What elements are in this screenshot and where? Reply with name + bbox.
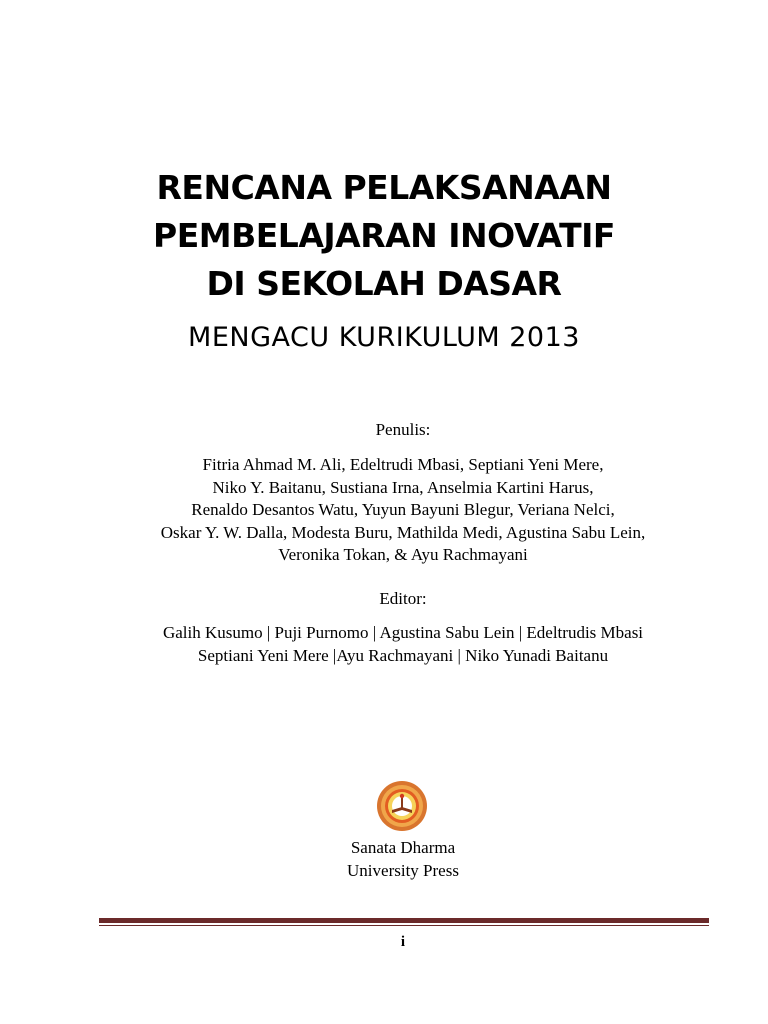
university-seal-icon [376, 780, 428, 832]
editor-line: Septiani Yeni Mere |Ayu Rachmayani | Niko Yunadi Baitanu [197, 646, 609, 665]
footer-rule-thin [99, 925, 709, 926]
authors-label: Penulis: [375, 420, 431, 439]
author-line: Veronika Tokan, & Ayu Rachmayani [278, 545, 528, 564]
title-line-1: RENCANA PELAKSANAAN [156, 168, 612, 207]
page-number: i [400, 934, 406, 950]
editors-label: Editor: [379, 589, 427, 608]
editor-line: Galih Kusumo | Puji Purnomo | Agustina Sabu Lein | Edeltrudis Mbasi [162, 623, 644, 642]
publisher-name [0, 836, 768, 882]
title-line-3: DI SEKOLAH DASAR [206, 264, 562, 303]
subtitle: MENGACU KURIKULUM 2013 [188, 322, 580, 353]
title-line-2: PEMBELAJARAN INOVATIF [153, 216, 615, 255]
authors-list [0, 454, 768, 567]
footer-rule [99, 918, 709, 923]
author-line: Oskar Y. W. Dalla, Modesta Buru, Mathilda Medi, Agustina Sabu Lein, [160, 522, 646, 542]
title-block [0, 164, 768, 308]
author-line: Fitria Ahmad M. Ali, Edeltrudi Mbasi, Septiani Yeni Mere, [202, 455, 604, 474]
publisher-line: Sanata Dharma [350, 838, 456, 857]
author-line: Renaldo Desantos Watu, Yuyun Bayuni Blegur, Veriana Nelci, [191, 500, 615, 519]
author-line: Niko Y. Baitanu, Sustiana Irna, Anselmia Kartini Harus, [212, 477, 594, 497]
publisher-line: University Press [347, 861, 459, 880]
editors-list [0, 621, 768, 667]
